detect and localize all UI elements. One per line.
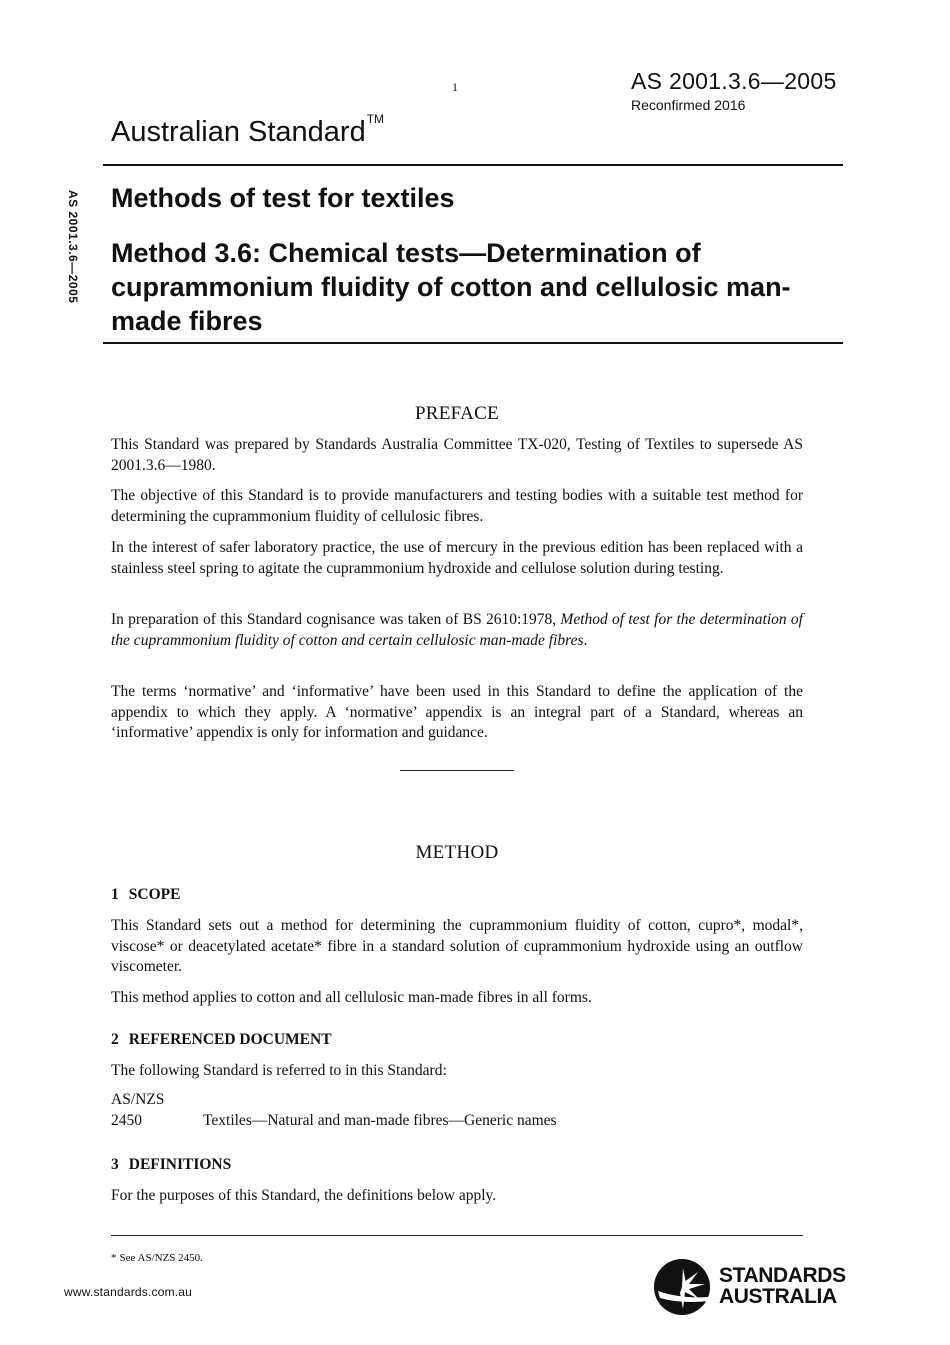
preface-paragraph: The objective of this Standard is to provide manufacturers and testing bodies with a suitable test method for determining the cuprammonium fluidity of cellulosic fibres.	[111, 487, 803, 525]
side-standard-code: AS 2001.3.6—2005	[66, 190, 80, 304]
scope-paragraph: This Standard sets out a method for determining the cuprammonium fluidity of cotton, cupro*, modal*, viscose* or deacetylated acetate* fibre in a standard solution of cuprammonium hydroxide using an outflow viscometer.	[111, 917, 803, 975]
website-url[interactable]: www.standards.com.au	[64, 1285, 193, 1299]
page-number: 1	[452, 80, 458, 94]
document-title: Methods of test for textiles	[111, 183, 455, 213]
logo-emblem-icon	[653, 1257, 715, 1319]
reference-title: Textiles—Natural and man-made fibres—Generic names	[203, 1112, 557, 1129]
section-title: SCOPE	[128, 886, 181, 903]
section-heading-referenced-document	[111, 1031, 332, 1049]
footnote-mark: *	[111, 1252, 117, 1264]
footnote-rule	[111, 1235, 803, 1236]
brand-name: Australian Standard	[111, 116, 366, 148]
preface-paragraph	[111, 610, 803, 651]
standard-code: AS 2001.3.6—2005	[631, 68, 837, 94]
scope-paragraph: This method applies to cotton and all cellulosic man-made fibres in all forms.	[111, 989, 592, 1006]
section-title: DEFINITIONS	[128, 1156, 232, 1173]
cited-standard-title: Method of test for the determination of the cuprammonium fluidity of cotton and certain cellulosic man-made fibres	[111, 611, 803, 649]
preface-paragraph: This Standard was prepared by Standards Australia Committee TX-020, Testing of Textiles to supersede AS 2001.3.6—1980.	[111, 436, 803, 474]
referenced-document-paragraph: The following Standard is referred to in this Standard:	[111, 1062, 447, 1079]
section-heading-definitions	[111, 1156, 231, 1174]
brand-title	[111, 112, 385, 149]
title-rule	[103, 342, 843, 344]
logo-line-1: STANDARDS	[719, 1264, 846, 1287]
reference-number: 2450	[111, 1112, 142, 1129]
method-heading: METHOD	[415, 842, 499, 863]
section-title: REFERENCED DOCUMENT	[128, 1031, 332, 1048]
footnote	[111, 1252, 203, 1264]
preface-paragraph: In the interest of safer laboratory practice, the use of mercury in the previous edition has been replaced with a stainless steel spring to agitate the cuprammonium hydroxide and cellulose solution during testing.	[111, 539, 803, 577]
definitions-paragraph: For the purposes of this Standard, the definitions below apply.	[111, 1187, 497, 1204]
preface-text: In preparation of this Standard cognisance was taken of BS 2610:1978,	[111, 611, 561, 628]
section-number: 2	[111, 1031, 119, 1048]
logo-line-2: AUSTRALIA	[719, 1285, 837, 1308]
footnote-text: See AS/NZS 2450.	[119, 1252, 203, 1264]
header-rule	[103, 164, 843, 166]
section-heading-scope	[111, 886, 180, 904]
method-title: Method 3.6: Chemical tests—Determination of cuprammonium fluidity of cotton and cellulosic man-made fibres	[111, 238, 791, 336]
section-number: 1	[111, 886, 119, 903]
reference-organisation: AS/NZS	[111, 1091, 165, 1108]
preface-text: .	[583, 631, 588, 649]
trademark-mark: TM	[366, 112, 385, 126]
section-number: 3	[111, 1156, 119, 1173]
reconfirmed-note: Reconfirmed 2016	[631, 97, 746, 113]
standards-australia-logo	[653, 1257, 853, 1317]
section-divider	[400, 770, 514, 771]
preface-heading: PREFACE	[414, 403, 500, 424]
preface-paragraph: The terms ‘normative’ and ‘informative’ have been used in this Standard to define the application of the appendix to which they apply. A ‘normative’ appendix is an integral part of a Standard, whereas an ‘informative’ appendix is only for information and guidance.	[111, 683, 803, 741]
logo-wordmark	[719, 1265, 846, 1307]
